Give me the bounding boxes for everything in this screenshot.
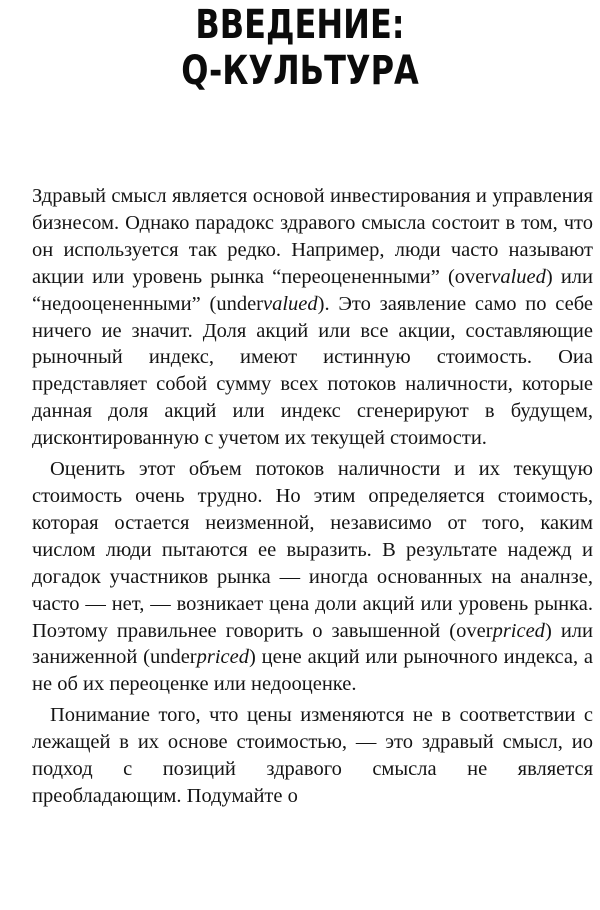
paragraph-3: Понимание того, что цены изменяются не в соответствии с лежащей в их основе стоимостью, — это здравый смысл, ио подход с позиций здравого смысла не является преобладающим. Подумайте о [32,704,593,807]
paragraph-2-italic-1: priced [492,619,545,642]
chapter-heading-line-1: ВВЕДЕНИЕ: [195,2,405,48]
paragraph-1 [32,183,593,452]
paragraph-1-italic-1: valued [491,265,546,288]
chapter-heading [60,2,540,94]
paragraph-2-part-3: ) цене акций или рыночного индекса, а не об их переоценке или недооценке. [32,646,594,696]
paragraph-1-italic-2: valued [263,292,318,315]
paragraph-1-part-3: ). Это заявление само по себе ничего ие значит. Доля акций или все акции, составляющие рыночный индекс, имеют истинную стоимость. Оиа представляет собой сумму всех потоков наличности, которые данная доля акций или индекс сгенерируют в будущем, дисконтированную с учетом их текущей стоимости. [32,292,593,450]
paragraph-1-part-2: ) или “недооцененными” (under [32,265,594,315]
paragraph-2 [32,456,593,698]
paragraph-2-italic-2: priced [196,646,249,669]
paragraph-1-part-1: Здравый смысл является основой инвестирования и управления бизнесом. Однако парадокс здравого смысла состоит в том, что он используется так редко. Например, люди часто называют акции или уровень рынка “переоцененными” (over [32,185,593,288]
paragraph-2-part-1: Оценить этот объем потоков наличности и их текущую стоимость очень трудно. Но этим определяется стоимость, которая остается неизменной, независимо от того, каким числом люди пытаются ее выразить. В результате надежд и догадок участников рынка — иногда основанных на аналнзе, часто — нет, — возникает цена доли акций или уровень рынка. Поэтому правильнее говорить о завышенной (over [32,458,593,642]
paragraph-2-part-2: ) или заниженной (under [32,619,593,669]
chapter-heading-line-2: Q-КУЛЬТУРА [181,48,419,94]
body-text [32,183,593,814]
